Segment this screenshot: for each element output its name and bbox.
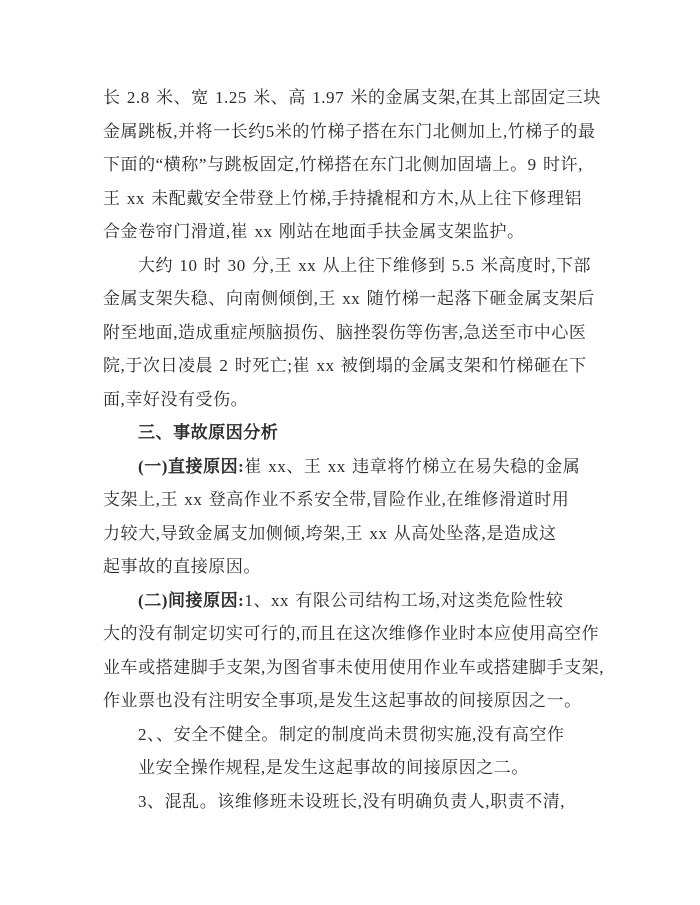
text-line-6 bbox=[103, 249, 603, 283]
text-line-15 bbox=[103, 550, 603, 584]
text-segment: 作业票也没有注明安全事项,是发生这起事故的间接原因之一。 bbox=[103, 691, 582, 710]
text-segment: 附至地面,造成重症颅脑损伤、脑挫裂伤等伤害,急送至市中心医 bbox=[103, 322, 587, 342]
text-line-22 bbox=[103, 785, 603, 819]
text-line-11 bbox=[103, 416, 603, 450]
text-segment: 面,幸好没有受伤。 bbox=[103, 389, 249, 409]
text-segment: 2、、安全不健全。制定的制度尚未贯彻实施,没有高空作 bbox=[138, 724, 565, 744]
text-line-19 bbox=[103, 684, 603, 718]
bold-text-segment: 三、事故原因分析 bbox=[138, 423, 279, 442]
text-line-3 bbox=[103, 148, 603, 182]
text-segment: 院,于次日凌晨 2 时死亡;崔 xx 被倒塌的金属支架和竹梯砸在下 bbox=[103, 356, 587, 375]
text-segment: 长 2.8 米、宽 1.25 米、高 1.97 米的金属支架,在其上部固定三块 bbox=[103, 88, 601, 107]
text-line-14 bbox=[103, 517, 603, 551]
text-line-16 bbox=[103, 584, 603, 618]
text-line-13 bbox=[103, 483, 603, 517]
text-line-20 bbox=[103, 718, 603, 752]
text-segment: 金属跳板,并将一长约5米的竹梯子搭在东门北侧加上,竹梯子的最 bbox=[103, 121, 596, 141]
text-line-12 bbox=[103, 450, 603, 484]
text-line-18 bbox=[103, 651, 603, 685]
text-line-8 bbox=[103, 316, 603, 350]
text-line-17 bbox=[103, 617, 603, 651]
text-segment: 崔 xx、王 xx 违章将竹梯立在易失稳的金属 bbox=[244, 456, 581, 476]
bold-text-segment: (二)间接原因: bbox=[138, 590, 245, 610]
text-segment: 金属支架失稳、向南侧倾倒,王 xx 随竹梯一起落下砸金属支架后 bbox=[103, 289, 595, 308]
text-segment: 合金卷帘门滑道,崔 xx 刚站在地面手扶金属支架监护。 bbox=[103, 222, 525, 241]
text-line-7 bbox=[103, 282, 603, 316]
text-line-2 bbox=[103, 115, 603, 149]
text-segment: 1、xx 有限公司结构工场,对这类危险性较 bbox=[244, 590, 564, 610]
text-line-9 bbox=[103, 349, 603, 383]
text-segment: 下面的“横称”与跳板固定,竹梯搭在东门北侧加固墙上。9 时许, bbox=[103, 155, 583, 174]
text-segment: 大约 10 时 30 分,王 xx 从上往下维修到 5.5 米高度时,下部 bbox=[138, 255, 592, 275]
text-line-1 bbox=[103, 81, 603, 115]
text-line-5 bbox=[103, 215, 603, 249]
text-segment: 起事故的直接原因。 bbox=[103, 557, 261, 576]
text-segment: 王 xx 未配戴安全带登上竹梯,手持撬棍和方木,从上往下修理铝 bbox=[103, 188, 583, 208]
text-segment: 3、混乱。该维修班未设班长,没有明确负责人,职责不清, bbox=[138, 791, 566, 811]
text-segment: 力较大,导致金属支加侧倾,垮架,王 xx 从高处坠落,是造成这 bbox=[103, 523, 557, 543]
bold-text-segment: (一)直接原因: bbox=[138, 456, 245, 476]
text-segment: 业车或搭建脚手支架,为图省事未使用使用作业车或搭建脚手支架, bbox=[103, 657, 604, 677]
text-line-4 bbox=[103, 182, 603, 216]
text-segment: 支架上,王 xx 登高作业不系安全带,冒险作业,在维修滑道时用 bbox=[103, 490, 570, 509]
document-body bbox=[103, 81, 603, 818]
text-line-21 bbox=[103, 751, 603, 785]
text-segment: 业安全操作规程,是发生这起事故的间接原因之二。 bbox=[138, 758, 529, 777]
text-segment: 大的没有制定切实可行的,而且在这次维修作业时本应使用高空作 bbox=[103, 624, 600, 643]
text-line-10 bbox=[103, 383, 603, 417]
